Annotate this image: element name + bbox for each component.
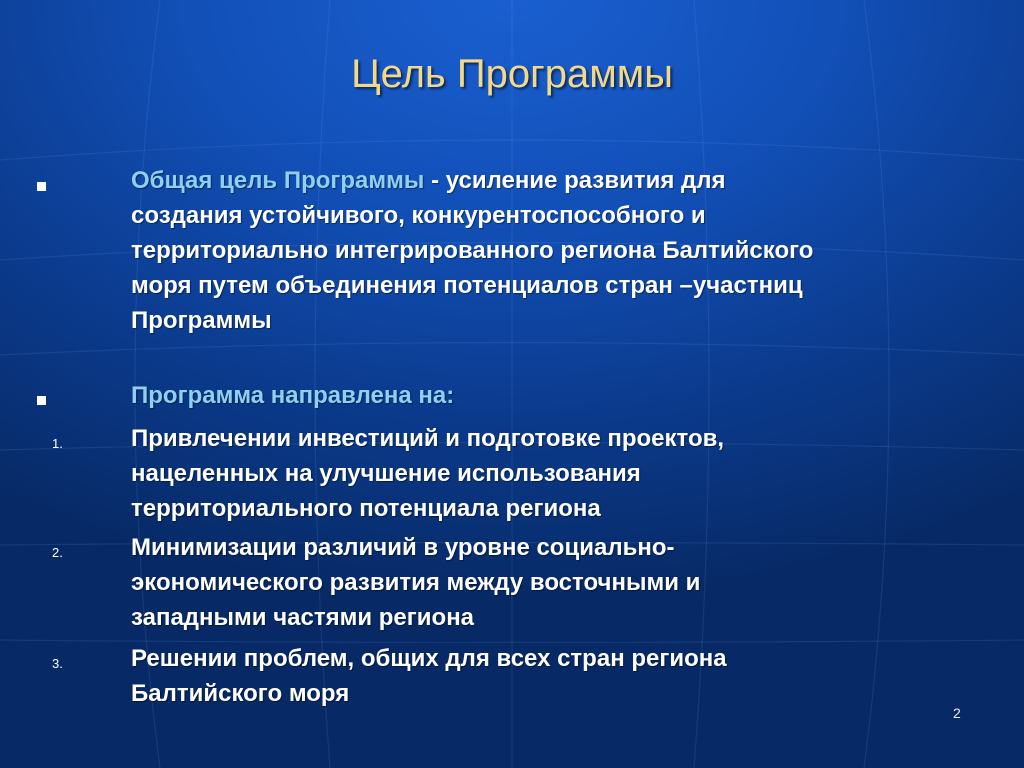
directions-heading: Программа направлена на: [131,382,455,409]
goal-line: создания устойчивого, конкурентоспособного и [131,202,706,229]
goal-paragraph [131,163,961,338]
list-item-line: Балтийского моря [131,680,350,707]
goal-line: территориально интегрированного региона Балтийского [131,237,814,264]
list-item-line: Привлечении инвестиций и подготовке проектов, [131,425,725,452]
goal-line: Программы [131,307,272,334]
list-item-line: территориального потенциала региона [131,495,601,522]
list-item [131,530,961,635]
list-number: 1. [52,436,63,451]
slide-title: Цель Программы [351,52,673,96]
list-number: 3. [52,656,63,671]
goal-heading: Общая цель Программы [131,167,425,194]
goal-line: моря путем объединения потенциалов стран –участниц [131,272,803,299]
goal-line: - усиление развития для [424,167,726,194]
goal-first-line [131,163,961,198]
list-item-line: западными частями региона [131,604,475,631]
list-item-line: Минимизации различий в уровне социально- [131,534,675,561]
list-item-line: нацеленных на улучшение использования [131,460,641,487]
bullet-square-icon [37,182,46,191]
list-item-line: экономического развития между восточными и [131,569,701,596]
directions-heading-paragraph [131,378,961,413]
list-number: 2. [52,545,63,560]
page-number: 2 [953,705,961,721]
bullet-square-icon [37,396,46,405]
list-item [131,421,961,526]
list-item-line: Решении проблем, общих для всех стран региона [131,645,727,672]
list-item [131,641,961,711]
